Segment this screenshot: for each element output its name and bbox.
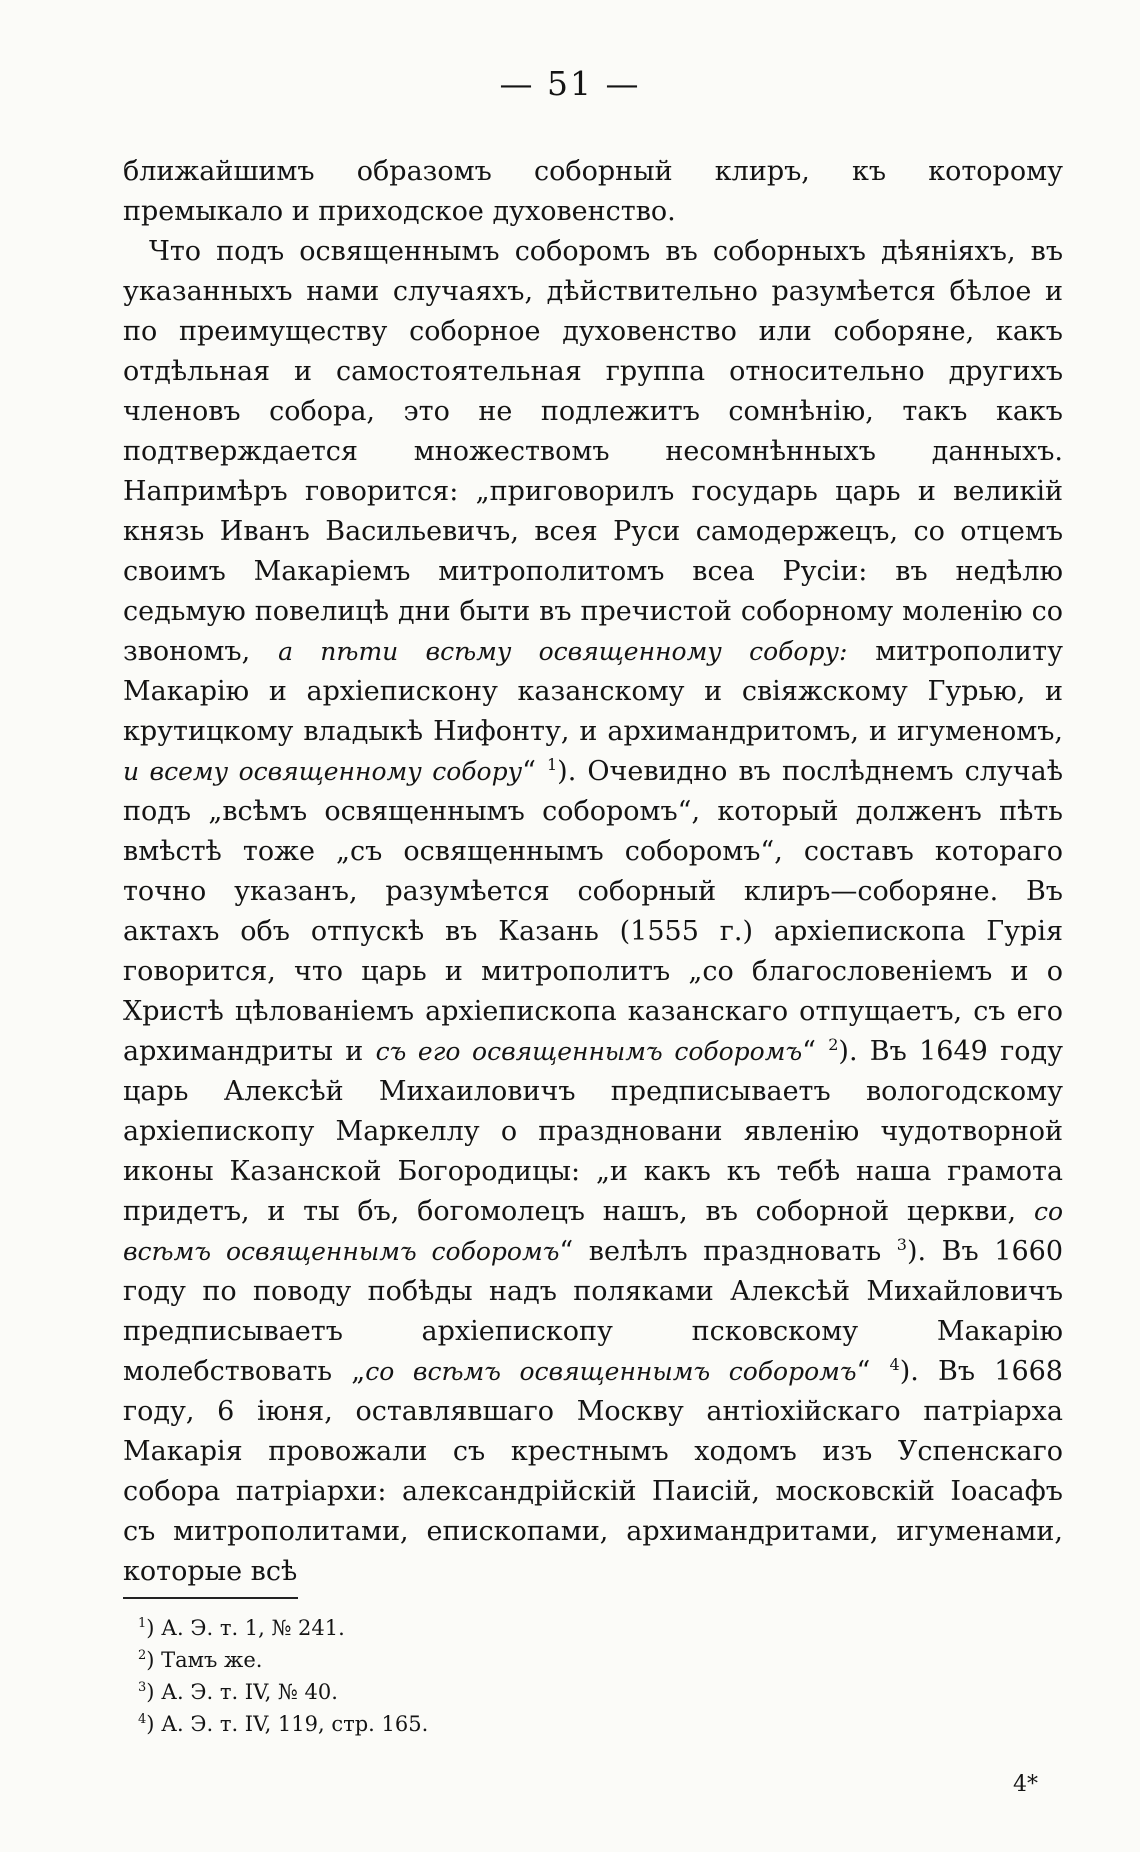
text-run: ). Въ 1660 году по поводу побѣды надъ поляками Алексѣй Михайловичъ предписываетъ архіепископу псковскому Макарію молебствовать „ bbox=[123, 1236, 1063, 1387]
footnote-number: 2 bbox=[138, 1648, 147, 1663]
text-run: “ bbox=[856, 1356, 871, 1387]
footnote-divider bbox=[123, 1597, 298, 1599]
paragraph-2 bbox=[123, 232, 1063, 1592]
text-run: Что подъ освященнымъ соборомъ въ соборныхъ дѣяніяхъ, въ указанныхъ нами случаяхъ, дѣйствительно разумѣется бѣлое и по преимуществу соборное духовенство или соборяне, какъ отдѣльная и самостоятельная группа относительно другихъ членовъ собора, это не подлежитъ сомнѣнію, такъ какъ подтверждается множествомъ несомнѣнныхъ данныхъ. Напримѣръ говорится: „приговорилъ государь царь и великій князь Иванъ Васильевичъ, всея Руси самодержецъ, со отцемъ своимъ Макаріемъ митрополитомъ всеа Русіи: въ недѣлю седьмую повелицѣ дни быти въ пречистой соборному моленію со звономъ, bbox=[123, 236, 1063, 667]
text-run: ). Въ 1668 году, 6 іюня, оставлявшаго Москву антіохійскаго патріарха Макарія провожали съ крестнымъ ходомъ изъ Успенскаго собора патріархи: александрійскій Паисій, московскій Іоасафъ съ митрополитами, епископами, архимандритами, игуменами, которые всѣ bbox=[123, 1356, 1063, 1587]
footnote-ref: 2 bbox=[828, 1035, 839, 1054]
text-run: “ велѣлъ праздновать bbox=[559, 1236, 882, 1267]
italic-quote: со всѣмъ освященнымъ соборомъ bbox=[365, 1357, 857, 1386]
text-run: “ bbox=[802, 1036, 816, 1067]
italic-quote: со всѣмъ освященнымъ соборомъ bbox=[123, 1197, 1064, 1266]
italic-quote: и всему освященному собору bbox=[123, 757, 523, 786]
footnote-text: ) А. Э. т. IV, 119, стр. 165. bbox=[146, 1712, 429, 1736]
footnote bbox=[138, 1644, 838, 1676]
footnote-text: ) Тамъ же. bbox=[146, 1648, 263, 1672]
footnote-ref: 3 bbox=[896, 1235, 907, 1254]
body-text bbox=[123, 152, 1063, 1592]
page-number: — 51 — bbox=[499, 64, 641, 103]
footnote-number: 4 bbox=[138, 1712, 147, 1727]
text-run: митрополиту Макарію и архіепискону казанскому и свіяжскому Гурью, и крутицкому владыкѣ Нифонту, и архимандритомъ, и игуменомъ, bbox=[123, 636, 1063, 747]
paragraph-1: ближайшимъ образомъ соборный клиръ, къ которому премыкало и приходское духовенство. bbox=[123, 156, 1063, 227]
signature-mark: 4* bbox=[1013, 1772, 1038, 1797]
footnote-text: ) А. Э. т. 1, № 241. bbox=[146, 1616, 345, 1640]
text-run: “ bbox=[522, 756, 536, 787]
italic-quote: а пѣти всѣму освященному собору: bbox=[278, 637, 848, 666]
footnote-number: 1 bbox=[138, 1616, 147, 1631]
footnotes bbox=[138, 1612, 838, 1740]
footnote-text: ) А. Э. т. IV, № 40. bbox=[146, 1680, 338, 1704]
text-run: ). Очевидно въ послѣднемъ случаѣ подъ „всѣмъ освященнымъ соборомъ“, который долженъ пѣть вмѣстѣ тоже „съ освященнымъ соборомъ“, составъ котораго точно указанъ, разумѣется соборный клиръ—соборяне. Въ актахъ объ отпускѣ въ Казань (1555 г.) архіепископа Гурія говорится, что царь и митрополитъ „со благословеніемъ и о Христѣ цѣлованіемъ архіепископа казанскаго отпущаетъ, съ его архимандриты и bbox=[123, 756, 1063, 1067]
text-run: ). Въ 1649 году царь Алексѣй Михаиловичъ предписываетъ вологодскому архіепископу Маркеллу о праздновани явленію чудотворной иконы Казанской Богородицы: „и какъ къ тебѣ наша грамота придетъ, и ты бъ, богомолецъ нашъ, въ соборной церкви, bbox=[123, 1036, 1063, 1227]
italic-quote: съ его освященнымъ соборомъ bbox=[375, 1037, 803, 1066]
footnote-ref: 1 bbox=[546, 755, 558, 774]
footnote-ref: 4 bbox=[889, 1355, 900, 1374]
footnote-number: 3 bbox=[138, 1680, 147, 1695]
footnote bbox=[138, 1676, 838, 1708]
footnote bbox=[138, 1708, 838, 1740]
footnote bbox=[138, 1612, 838, 1644]
